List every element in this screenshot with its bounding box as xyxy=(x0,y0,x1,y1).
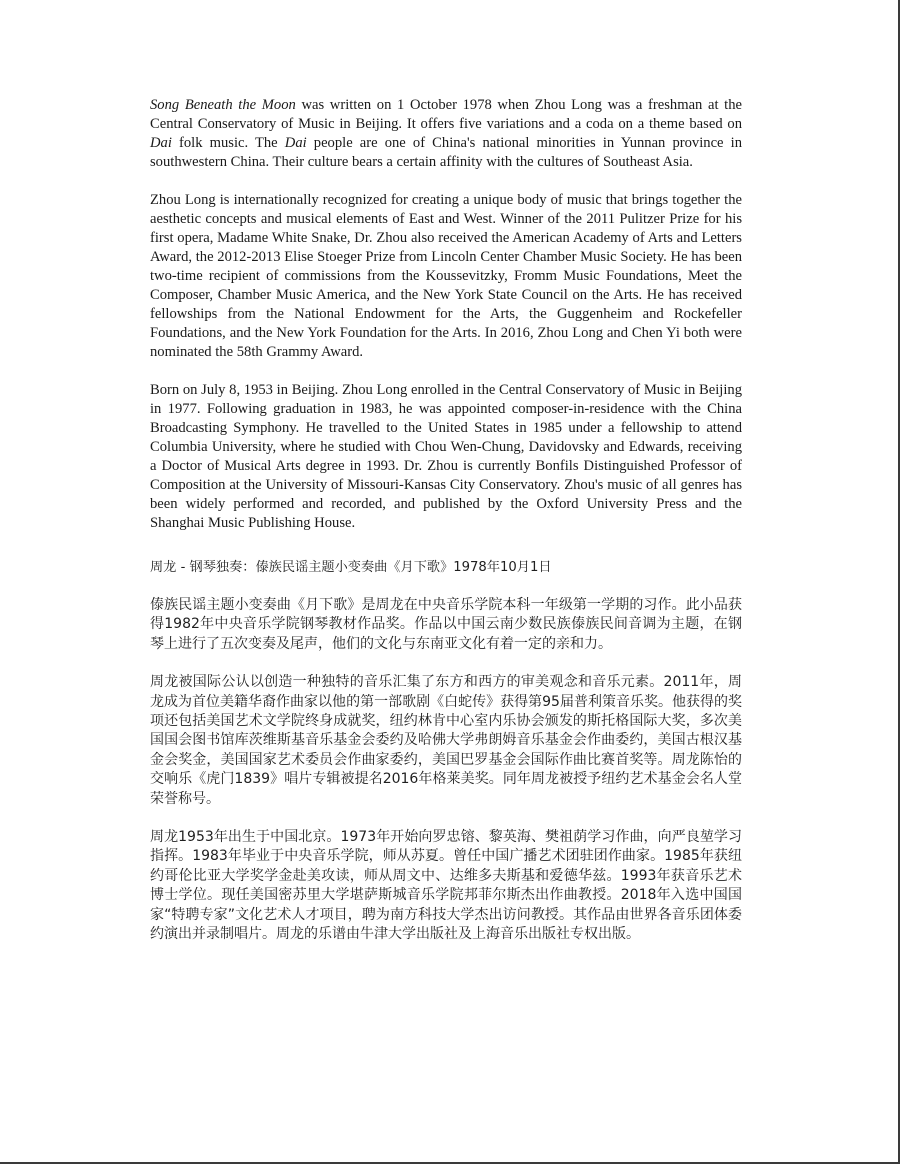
text-fragment: was written on 1 October 1978 when Zhou Long was a freshman at the Central Conservatory of Music in Beijing. It offers five variations and a coda on a theme based on xyxy=(150,97,742,132)
document-body xyxy=(150,96,742,964)
chinese-paragraph-recognition: 周龙被国际公认以创造一种独特的音乐汇集了东方和西方的审美观念和音乐元素。2011年，周龙成为首位美籍华裔作曲家以他的第一部歌剧《白蛇传》获得第95届普利策音乐奖。他获得的奖项还包括美国艺术文学院终身成就奖，纽约林肯中心室内乐协会颁发的斯托格国际大奖，多次美国国会图书馆库茨维斯基音乐基金会委约及哈佛大学弗朗姆音乐基金会作曲委约，美国古根汉基金会奖金，美国国家艺术委员会作曲家委约，美国巴罗基金会国际作曲比赛首奖等。周龙陈怡的交响乐《虎门1839》唱片专辑被提名2016年格莱美奖。同年周龙被授予纽约艺术基金会名人堂荣誉称号。 xyxy=(150,674,742,807)
chinese-section-title: 周龙 - 钢琴独奏：傣族民谣主题小变奏曲《月下歌》1978年10月1日 xyxy=(150,560,552,575)
chinese-paragraph-biography: 周龙1953年出生于中国北京。1973年开始向罗忠镕、黎英海、樊祖荫学习作曲，向严良堃学习指挥。1983年毕业于中央音乐学院，师从苏夏。曾任中国广播艺术团驻团作曲家。1985年获纽约哥伦比亚大学奖学金赴美攻读，师从周文中、达维多夫斯基和爱德华兹。1993年获音乐艺术博士学位。现任美国密苏里大学堪萨斯城音乐学院邦菲尔斯杰出作曲教授。2018年入选中国国家“特聘专家”文化艺术人才项目，聘为南方科技大学杰出访问教授。其作品由世界各音乐团体委约演出并录制唱片。周龙的乐谱由牛津大学出版社及上海音乐出版社专权出版。 xyxy=(150,829,742,943)
dai-term: Dai xyxy=(284,135,307,151)
english-paragraph-biography: Born on July 8, 1953 in Beijing. Zhou Long enrolled in the Central Conservatory of Music in Beijing in 1977. Following graduation in 1983, he was appointed composer-in-residence with the China Broadcasting Symphony. He travelled to the United States in 1985 under a fellowship to attend Columbia University, where he studied with Chou Wen-Chung, Davidovsky and Edwards, receiving a Doctor of Musical Arts degree in 1993. Dr. Zhou is currently Bonfils Distinguished Professor of Composition at the University of Missouri-Kansas City Conservatory. Zhou's music of all genres has been widely performed and recorded, and published by the Oxford University Press and the Shanghai Music Publishing House. xyxy=(150,382,742,531)
work-title: Song Beneath the Moon xyxy=(150,97,296,113)
chinese-paragraph-work-description: 傣族民谣主题小变奏曲《月下歌》是周龙在中央音乐学院本科一年级第一学期的习作。此小品获得1982年中央音乐学院钢琴教材作品奖。作品以中国云南少数民族傣族民间音调为主题，在钢琴上进行了五次变奏及尾声，他们的文化与东南亚文化有着一定的亲和力。 xyxy=(150,597,742,652)
english-paragraph-work-description xyxy=(150,96,742,172)
english-paragraph-recognition: Zhou Long is internationally recognized for creating a unique body of music that brings together the aesthetic concepts and musical elements of East and West. Winner of the 2011 Pulitzer Prize for his first opera, Madame White Snake, Dr. Zhou also received the American Academy of Arts and Letters Award, the 2012-2013 Elise Stoeger Prize from Lincoln Center Chamber Music Society. He has been two-time recipient of commissions from the Koussevitzky, Fromm Music Foundations, Meet the Composer, Chamber Music America, and the New York State Council on the Arts. He has received fellowships from the National Endowment for the Arts, the Guggenheim and Rockefeller Foundations, and the New York Foundation for the Arts. In 2016, Zhou Long and Chen Yi both were nominated the 58th Grammy Award. xyxy=(150,192,742,360)
text-fragment: folk music. The xyxy=(171,135,285,151)
dai-term: Dai xyxy=(150,135,172,151)
text-fragment: people are one of China's national minorities in Yunnan province in southwestern China. Their culture bears a certain affinity with the cultures of Southeast Asia. xyxy=(150,135,742,170)
